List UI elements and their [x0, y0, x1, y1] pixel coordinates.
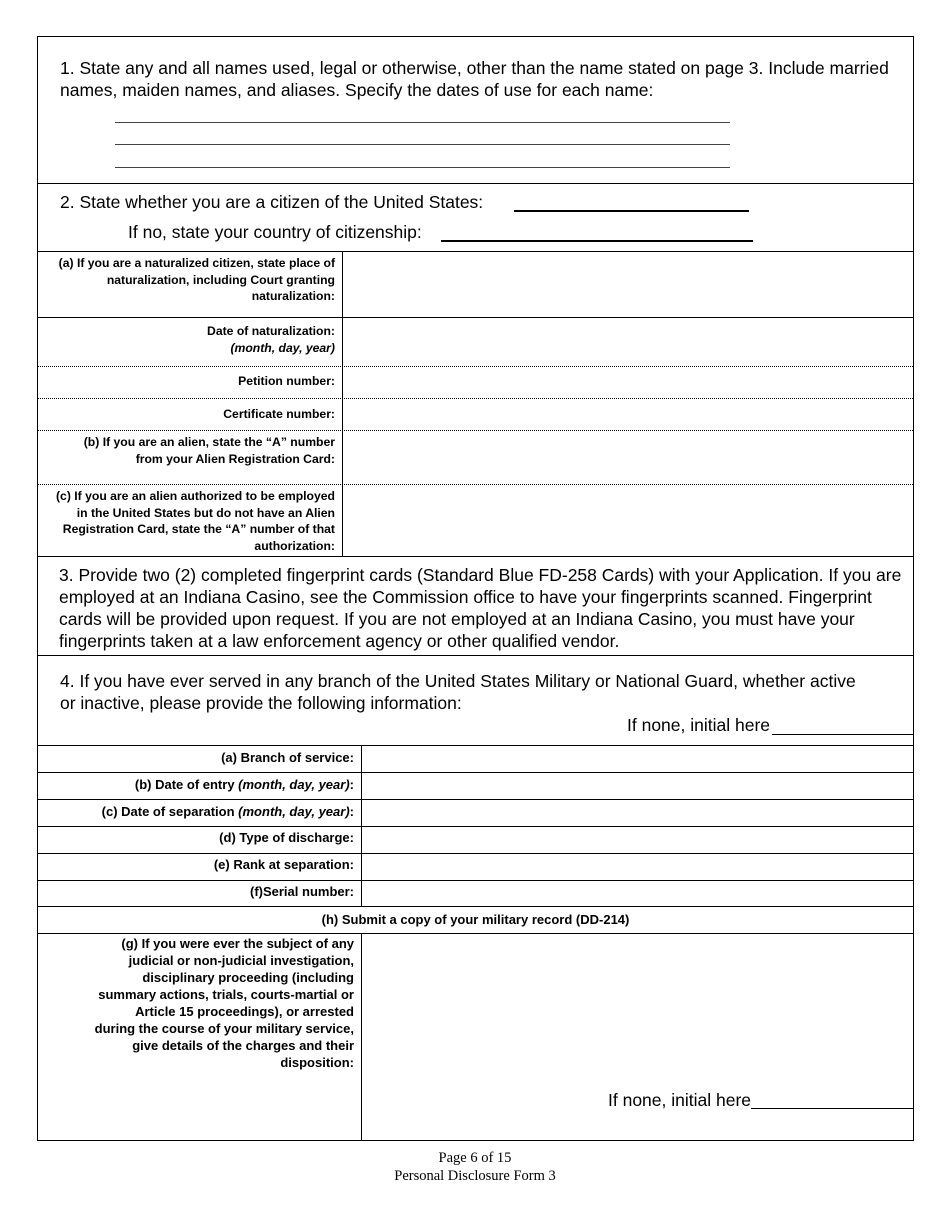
- section-4-text: 4. If you have ever served in any branch of the United States Military or National Guard, whether active or inactive, please provide the following information:: [60, 671, 856, 713]
- certificate-number-text: Certificate number:: [223, 407, 335, 421]
- page-footer: [0, 1149, 950, 1185]
- names-line-3[interactable]: [115, 167, 730, 168]
- naturalization-date-hint: (month, day, year): [230, 340, 335, 355]
- page-number: Page 6 of 15: [438, 1150, 512, 1166]
- naturalization-date-text: Date of naturalization:: [207, 324, 335, 338]
- military-record-text: (h) Submit a copy of your military record (DD-214): [321, 912, 630, 927]
- discharge-type-field[interactable]: [362, 827, 914, 853]
- disciplinary-field[interactable]: [362, 934, 914, 1084]
- branch-label: [38, 750, 361, 767]
- branch-text: (a) Branch of service:: [221, 750, 354, 765]
- petition-number-field[interactable]: [343, 367, 914, 398]
- disciplinary-none-initial-line[interactable]: [751, 1108, 914, 1109]
- serial-number-field[interactable]: [362, 881, 914, 906]
- entry-date-suffix: :: [349, 777, 354, 792]
- entry-date-field[interactable]: [362, 773, 914, 799]
- alien-number-field[interactable]: [343, 431, 914, 484]
- certificate-number-field[interactable]: [343, 399, 914, 430]
- serial-number-text: (f)Serial number:: [249, 884, 354, 899]
- petition-number-label: [38, 373, 342, 390]
- section-4-military: [38, 656, 913, 745]
- naturalization-place-label: [38, 255, 342, 305]
- separation-date-text: (c) Date of separation: [101, 804, 239, 819]
- disciplinary-text: (g) If you were ever the subject of any judicial or non-judicial investigation, disciplinary proceeding (including summary actions, trials, courts-martial or Article 15 proceedings), or arrested during the course of your military service, give details of the charges and their disposition:: [94, 936, 354, 1070]
- citizen-question: 2. State whether you are a citizen of the United States:: [60, 192, 484, 212]
- military-record-row: [38, 907, 913, 933]
- military-none-initial-line[interactable]: [772, 734, 914, 735]
- military-none-initial-label: If none, initial here: [627, 715, 771, 735]
- petition-number-text: Petition number:: [238, 374, 335, 388]
- alien-number-label: [38, 434, 342, 467]
- section-1-text: 1. State any and all names used, legal or otherwise, other than the name stated on page 3. Include married names, maiden names, and aliases. Specify the dates of use for each name:: [60, 58, 889, 100]
- naturalization-date-label: [38, 323, 342, 356]
- naturalization-place-text: (a) If you are a naturalized citizen, state place of naturalization, including Court granting naturalization:: [58, 256, 335, 303]
- section-1-names: [38, 37, 913, 183]
- discharge-type-label: [38, 830, 361, 847]
- rank-field[interactable]: [362, 854, 914, 880]
- separation-date-label: [38, 804, 361, 821]
- serial-number-label: [38, 884, 361, 901]
- form-name: Personal Disclosure Form 3: [394, 1168, 556, 1184]
- alien-number-text: (b) If you are an alien, state the “A” number from your Alien Registration Card:: [83, 435, 335, 466]
- discharge-type-text: (d) Type of discharge:: [219, 830, 354, 845]
- employment-authorization-text: (c) If you are an alien authorized to be employed in the United States but do not have an Alien Registration Card, state the “A” number of that authorization:: [55, 489, 335, 553]
- naturalization-place-field[interactable]: [343, 252, 914, 317]
- entry-date-hint: (month, day, year): [238, 777, 350, 792]
- section-2-citizenship: [38, 184, 913, 251]
- separation-date-field[interactable]: [362, 800, 914, 826]
- employment-authorization-field[interactable]: [343, 485, 914, 556]
- names-line-1[interactable]: [115, 122, 730, 123]
- country-answer-line[interactable]: [441, 240, 753, 242]
- disciplinary-none-initial-label: If none, initial here: [608, 1090, 752, 1110]
- rank-label: [38, 857, 361, 874]
- entry-date-text: (b) Date of entry: [134, 777, 239, 792]
- naturalization-table: [38, 252, 913, 556]
- certificate-number-label: [38, 406, 342, 423]
- military-table: [38, 746, 913, 906]
- employment-authorization-label: [38, 488, 342, 554]
- section-3-fingerprints: [38, 557, 913, 655]
- disclosure-form: [37, 36, 914, 1141]
- naturalization-date-field[interactable]: [343, 318, 914, 366]
- country-question: If no, state your country of citizenship:: [128, 222, 422, 242]
- disciplinary-row: [38, 934, 913, 1141]
- disciplinary-label: [38, 935, 361, 1071]
- names-line-2[interactable]: [115, 144, 730, 145]
- separation-date-hint: (month, day, year): [238, 804, 350, 819]
- branch-field[interactable]: [362, 746, 914, 772]
- rank-text: (e) Rank at separation:: [213, 857, 354, 872]
- separation-date-suffix: :: [349, 804, 354, 819]
- section-3-text: 3. Provide two (2) completed fingerprint cards (Standard Blue FD-258 Cards) with your Application. If you are employed at an Indiana Casino, see the Commission office to have your fingerprints scanned. Fingerprint cards will be provided upon request. If you are not employed at an Indiana Casino, you must have your fingerprints taken at a law enforcement agency or other qualified vendor.: [59, 565, 902, 651]
- citizen-answer-line[interactable]: [514, 210, 749, 212]
- entry-date-label: [38, 777, 361, 794]
